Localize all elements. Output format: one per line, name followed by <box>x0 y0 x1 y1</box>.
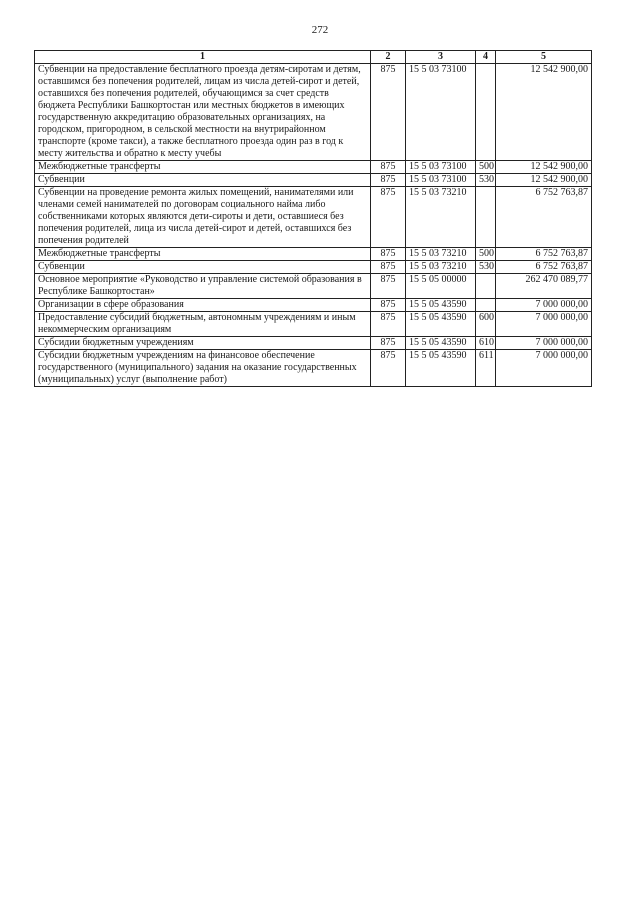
cell-sum: 12 542 900,00 <box>496 174 592 187</box>
cell-vr <box>476 187 496 248</box>
cell-ved: 875 <box>371 299 406 312</box>
cell-vr: 611 <box>476 350 496 387</box>
header-col-4: 4 <box>476 51 496 64</box>
cell-csr: 15 5 03 73100 <box>406 64 476 161</box>
cell-ved: 875 <box>371 248 406 261</box>
cell-ved: 875 <box>371 187 406 248</box>
cell-name: Субвенции <box>35 261 371 274</box>
cell-csr: 15 5 05 00000 <box>406 274 476 299</box>
cell-ved: 875 <box>371 312 406 337</box>
table-row <box>35 274 592 299</box>
cell-vr: 530 <box>476 261 496 274</box>
header-col-5: 5 <box>496 51 592 64</box>
cell-sum: 12 542 900,00 <box>496 161 592 174</box>
cell-sum: 262 470 089,77 <box>496 274 592 299</box>
cell-name: Предоставление субсидий бюджетным, автономным учреждениям и иным некоммерческим организациям <box>35 312 371 337</box>
table-row <box>35 248 592 261</box>
table-row <box>35 161 592 174</box>
cell-name: Субсидии бюджетным учреждениям <box>35 337 371 350</box>
cell-name: Межбюджетные трансферты <box>35 248 371 261</box>
header-col-3: 3 <box>406 51 476 64</box>
cell-vr <box>476 299 496 312</box>
cell-csr: 15 5 03 73210 <box>406 187 476 248</box>
cell-ved: 875 <box>371 337 406 350</box>
cell-name: Межбюджетные трансферты <box>35 161 371 174</box>
budget-table <box>34 50 592 387</box>
cell-ved: 875 <box>371 64 406 161</box>
cell-vr: 610 <box>476 337 496 350</box>
cell-ved: 875 <box>371 350 406 387</box>
cell-name: Субвенции <box>35 174 371 187</box>
cell-sum: 6 752 763,87 <box>496 261 592 274</box>
table-row <box>35 174 592 187</box>
cell-vr <box>476 274 496 299</box>
cell-vr: 530 <box>476 174 496 187</box>
cell-sum: 7 000 000,00 <box>496 312 592 337</box>
cell-name: Субсидии бюджетным учреждениям на финансовое обеспечение государственного (муниципального) задания на оказание государственных (муниципальных) услуг (выполнение работ) <box>35 350 371 387</box>
cell-vr: 500 <box>476 161 496 174</box>
table-row <box>35 337 592 350</box>
cell-name: Субвенции на предоставление бесплатного проезда детям-сиротам и детям, оставшимся без попечения родителей, лицам из числа детей-сирот и детей, оставшихся без попечения родителей, обучающимся за счет средств бюджета Республики Башкортостан или местных бюджетов в имеющих государственную аккредитацию образовательных организациях, на городском, пригородном, в сельской местности на внутрирайонном транспорте (кроме такси), а также бесплатного проезда один раз в год к месту жительства и обратно к месту учебы <box>35 64 371 161</box>
cell-csr: 15 5 03 73100 <box>406 161 476 174</box>
table-row <box>35 312 592 337</box>
cell-ved: 875 <box>371 174 406 187</box>
cell-ved: 875 <box>371 161 406 174</box>
table-row <box>35 299 592 312</box>
cell-csr: 15 5 05 43590 <box>406 337 476 350</box>
cell-name: Организации в сфере образования <box>35 299 371 312</box>
table-row <box>35 261 592 274</box>
cell-csr: 15 5 05 43590 <box>406 299 476 312</box>
cell-csr: 15 5 03 73210 <box>406 261 476 274</box>
cell-vr: 500 <box>476 248 496 261</box>
cell-sum: 6 752 763,87 <box>496 187 592 248</box>
header-col-2: 2 <box>371 51 406 64</box>
cell-csr: 15 5 03 73100 <box>406 174 476 187</box>
cell-sum: 6 752 763,87 <box>496 248 592 261</box>
cell-ved: 875 <box>371 274 406 299</box>
cell-csr: 15 5 03 73210 <box>406 248 476 261</box>
cell-sum: 7 000 000,00 <box>496 299 592 312</box>
cell-sum: 7 000 000,00 <box>496 337 592 350</box>
table-row <box>35 350 592 387</box>
cell-name: Основное мероприятие «Руководство и управление системой образования в Республике Башкортостан» <box>35 274 371 299</box>
cell-sum: 12 542 900,00 <box>496 64 592 161</box>
cell-sum: 7 000 000,00 <box>496 350 592 387</box>
cell-vr <box>476 64 496 161</box>
header-col-1: 1 <box>35 51 371 64</box>
cell-vr: 600 <box>476 312 496 337</box>
cell-csr: 15 5 05 43590 <box>406 312 476 337</box>
table-row <box>35 187 592 248</box>
table-row <box>35 64 592 161</box>
page-number: 272 <box>311 24 329 36</box>
cell-ved: 875 <box>371 261 406 274</box>
cell-csr: 15 5 05 43590 <box>406 350 476 387</box>
table-header-row <box>35 51 592 64</box>
cell-name: Субвенции на проведение ремонта жилых помещений, нанимателями или членами семей нанимателей по договорам социального найма либо собственниками которых являются дети-сироты и дети, оставшиеся без попечения родителей, лица из числа детей-сирот и детей, оставшихся без попечения родителей <box>35 187 371 248</box>
